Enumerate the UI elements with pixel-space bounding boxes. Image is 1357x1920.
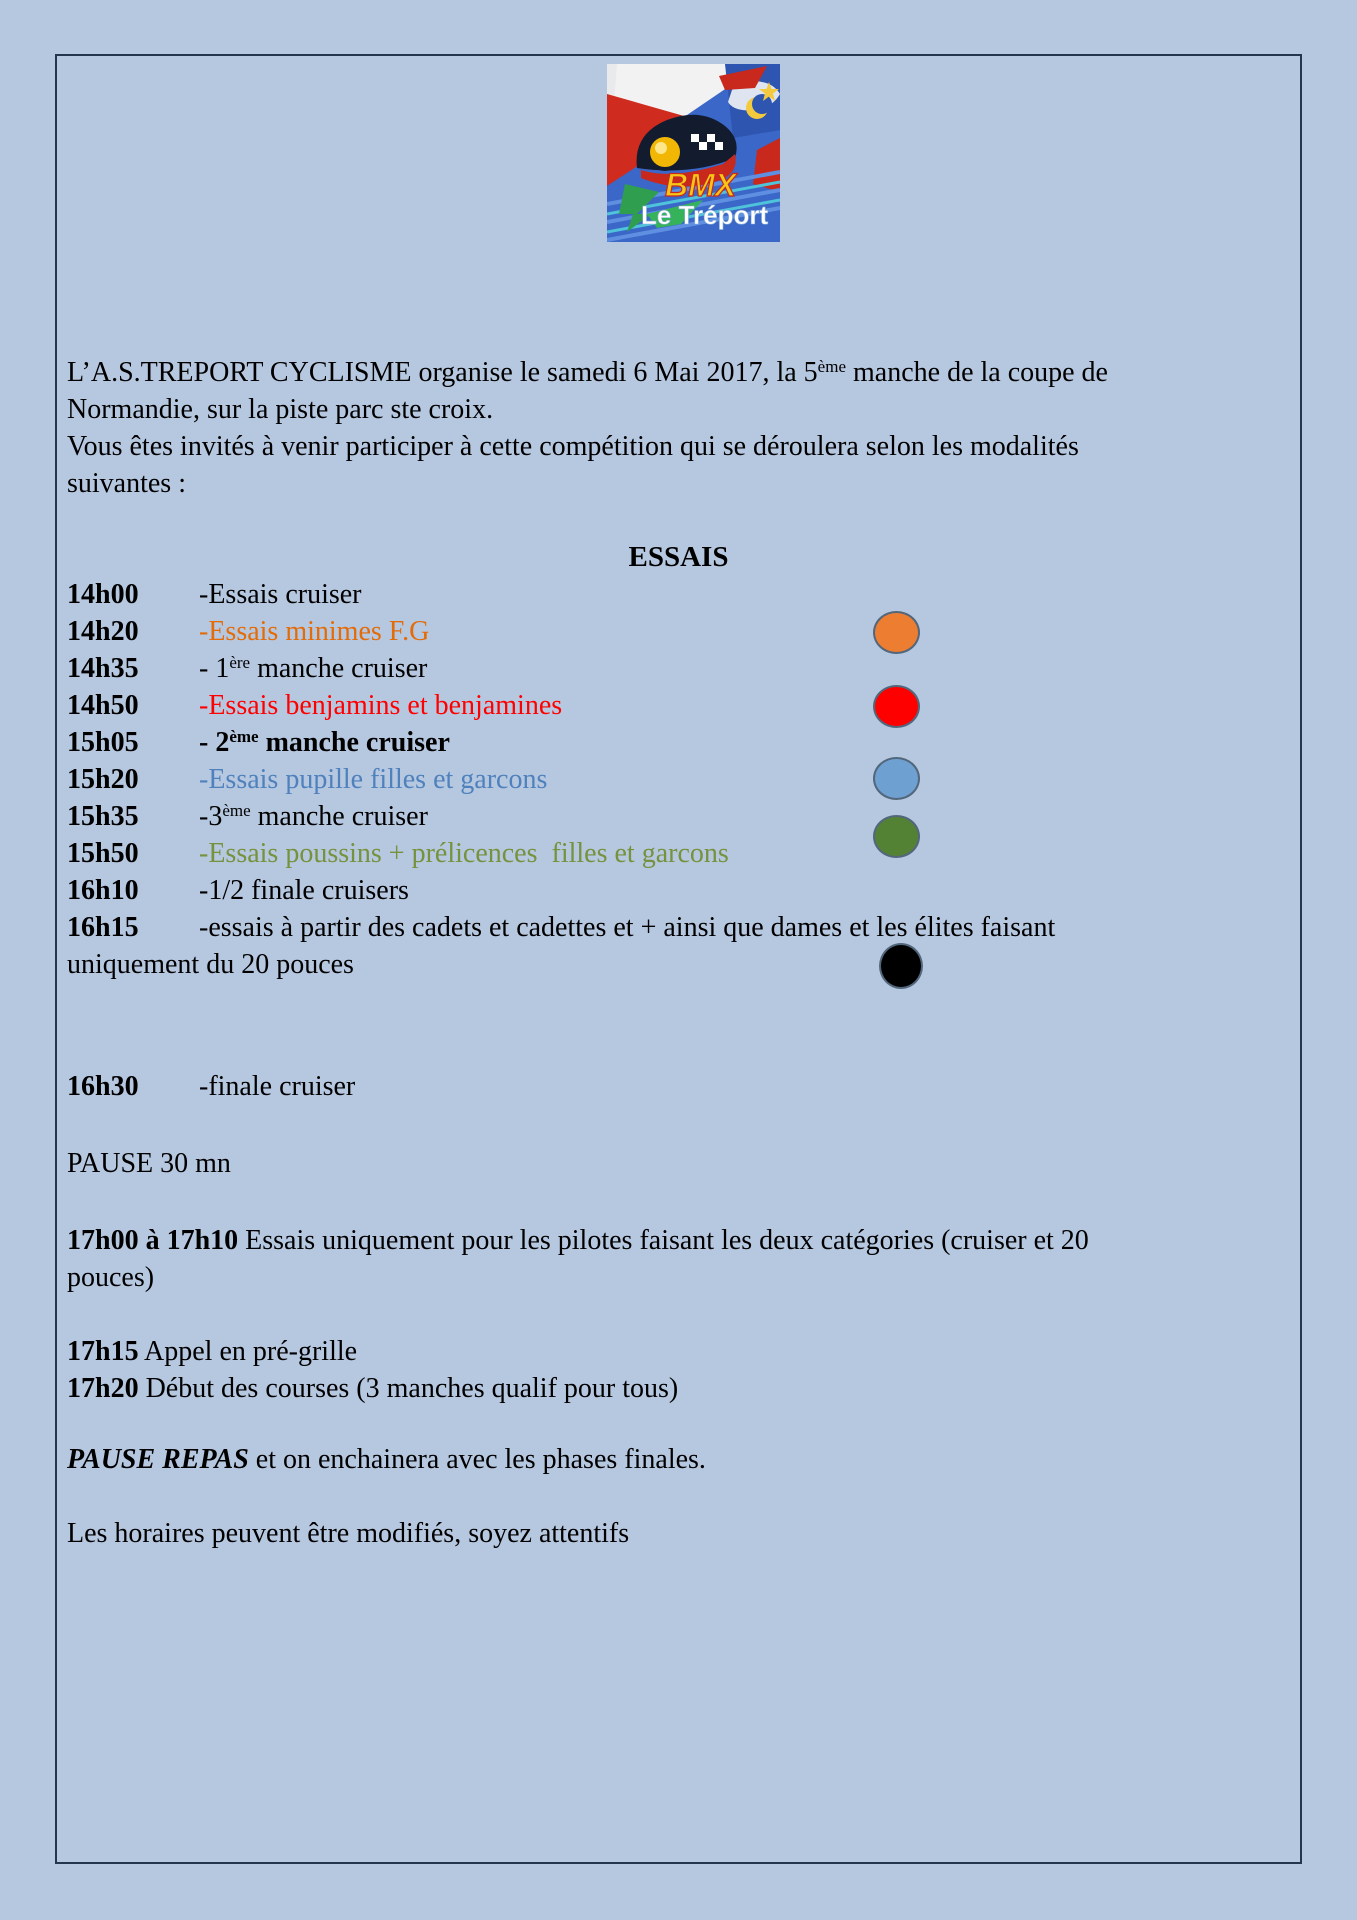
slot-17h00-paragraph: [67, 1222, 1290, 1296]
schedule-time: 16h15: [67, 912, 139, 943]
schedule-row-14h20: [67, 613, 1290, 650]
desc-text: -3: [199, 801, 223, 832]
document-border: [55, 54, 1302, 1864]
schedule-desc: -1/2 finale cruisers: [199, 875, 409, 906]
essais-section-heading: ESSAIS: [628, 541, 729, 573]
schedule-time: 16h30: [67, 1071, 139, 1102]
desc-text: manche cruiser: [250, 653, 428, 684]
schedule-row-15h35: [67, 798, 1290, 835]
desc-superscript: ème: [229, 727, 259, 746]
schedule-row-14h50: [67, 687, 1290, 724]
pause-repas-title: PAUSE REPAS: [67, 1444, 249, 1475]
pause-30mn-text: PAUSE 30 mn: [67, 1148, 231, 1179]
bmx-le-treport-logo: [607, 64, 780, 242]
schedule-desc: -Essais benjamins et benjamines: [199, 690, 563, 721]
intro-p1-superscript: ème: [817, 357, 846, 376]
orange-circle-marker: [873, 611, 920, 654]
schedule-time: 14h20: [67, 616, 139, 647]
blue-circle-marker: [873, 757, 920, 800]
schedule-list: [67, 576, 1290, 1105]
document-content: [57, 56, 1300, 1560]
red-circle-marker: [873, 685, 920, 728]
black-circle-marker: [879, 943, 923, 989]
schedule-time: 14h00: [67, 579, 139, 610]
schedule-desc: -Essais minimes F.G: [199, 616, 430, 647]
desc-superscript: ère: [229, 653, 251, 672]
schedule-row-14h35: [67, 650, 1290, 687]
intro-p2-line1: Vous êtes invités à venir participer à cette compétition qui se déroulera selon les modalités: [67, 431, 1079, 462]
schedule-row-14h00: [67, 576, 1290, 613]
schedule-time: 15h20: [67, 764, 139, 795]
desc-text: manche cruiser: [258, 727, 450, 758]
schedule-desc: [199, 727, 450, 758]
intro-p1-end: manche de la coupe de: [846, 357, 1108, 388]
schedule-desc-continuation: uniquement du 20 pouces: [67, 949, 354, 980]
schedule-row-15h05: [67, 724, 1290, 761]
slot-17h20-text: Début des courses (3 manches qualif pour tous): [138, 1373, 679, 1404]
schedule-row-15h50: [67, 835, 1290, 872]
intro-paragraph-1: [67, 354, 1290, 428]
slot-17h15-text: Appel en pré-grille: [138, 1336, 358, 1367]
schedule-row-16h30: [67, 1068, 1290, 1105]
slot-17h20-paragraph: [67, 1370, 1290, 1407]
slot-17h15-time: 17h15: [67, 1336, 139, 1367]
desc-superscript: ème: [222, 801, 251, 820]
intro-p1-line2: Normandie, sur la piste parc ste croix.: [67, 394, 494, 425]
slot-17h00-text-line2: pouces): [67, 1262, 155, 1293]
slot-17h00-time: 17h00 à 17h10: [67, 1225, 239, 1256]
schedule-time: 15h05: [67, 727, 139, 758]
schedule-row-15h20: [67, 761, 1290, 798]
intro-block: [67, 354, 1290, 502]
desc-text: manche cruiser: [250, 801, 428, 832]
slot-17h20-time: 17h20: [67, 1373, 139, 1404]
slot-17h15-paragraph: [67, 1333, 1290, 1370]
pause-repas-text: et on enchainera avec les phases finales.: [248, 1444, 706, 1475]
slot-17h00-text: Essais uniquement pour les pilotes faisant les deux catégories (cruiser et 20: [238, 1225, 1089, 1256]
schedule-time: 16h10: [67, 875, 139, 906]
schedule-row-16h15: [67, 909, 1290, 983]
schedule-desc: [199, 801, 428, 832]
intro-p2-line2: suivantes :: [67, 468, 186, 499]
schedule-time: 15h35: [67, 801, 139, 832]
green-circle-marker: [873, 815, 920, 858]
desc-text: - 1: [199, 653, 230, 684]
schedule-desc: -essais à partir des cadets et cadettes et + ainsi que dames et les élites faisant: [199, 912, 1056, 943]
schedule-desc: -finale cruiser: [199, 1071, 356, 1102]
schedule-time: 14h50: [67, 690, 139, 721]
footer-note: Les horaires peuvent être modifiés, soyez attentifs: [67, 1518, 630, 1549]
intro-p1-start: L’A.S.TREPORT CYCLISME organise le samedi 6 Mai 2017, la 5: [67, 357, 818, 388]
schedule-row-16h10: [67, 872, 1290, 909]
schedule-desc: -Essais poussins + prélicences filles et garcons: [199, 838, 729, 869]
logo-bmx-text: BMX: [665, 167, 737, 203]
logo-town-text: Le Tréport: [641, 200, 769, 230]
desc-text: - 2: [199, 727, 230, 758]
intro-paragraph-2: [67, 428, 1290, 502]
bmx-logo-graphic: [607, 64, 780, 242]
schedule-time: 14h35: [67, 653, 139, 684]
schedule-desc: -Essais cruiser: [199, 579, 362, 610]
schedule-desc: -Essais pupille filles et garcons: [199, 764, 548, 795]
schedule-time: 15h50: [67, 838, 139, 869]
pause-repas-paragraph: [67, 1441, 1290, 1478]
schedule-desc: [199, 653, 427, 684]
